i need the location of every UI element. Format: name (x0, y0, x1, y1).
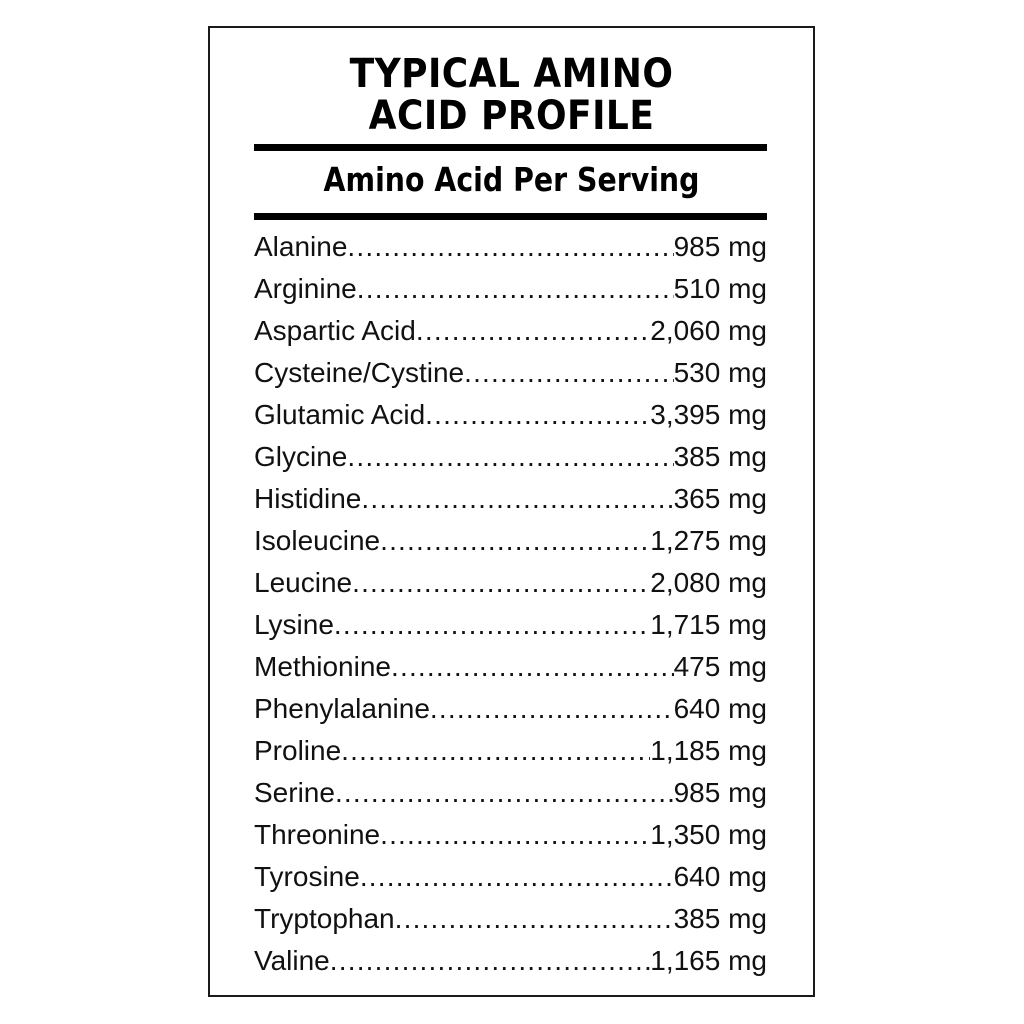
amino-acid-amount: 1,350 mg (650, 819, 767, 850)
amino-acid-amount: 1,715 mg (650, 609, 767, 640)
dot-leader (330, 940, 650, 982)
list-item (254, 226, 767, 268)
dot-leader (416, 310, 650, 352)
amino-acid-amount: 2,080 mg (650, 567, 767, 598)
list-item (254, 814, 767, 856)
amino-acid-name: Lysine (254, 609, 334, 640)
amino-acid-amount: 1,185 mg (650, 735, 767, 766)
list-item (254, 352, 767, 394)
list-item (254, 856, 767, 898)
list-item (254, 898, 767, 940)
amino-acid-name: Aspartic Acid (254, 315, 416, 346)
amino-acid-name: Leucine (254, 567, 353, 598)
dot-leader (360, 856, 674, 898)
dot-leader (347, 436, 673, 478)
amino-acid-list (254, 226, 767, 982)
list-item (254, 772, 767, 814)
amino-acid-amount: 385 mg (673, 903, 767, 934)
dot-leader (430, 688, 674, 730)
amino-acid-amount: 510 mg (673, 273, 767, 304)
header-divider (254, 213, 767, 220)
amino-acid-name: Tryptophan (254, 903, 395, 934)
amino-acid-amount: 2,060 mg (650, 315, 767, 346)
amino-acid-amount: 640 mg (673, 861, 767, 892)
dot-leader (357, 268, 674, 310)
dot-leader (361, 478, 673, 520)
amino-acid-name: Valine (254, 945, 330, 976)
top-divider (254, 144, 767, 151)
amino-acid-name: Arginine (254, 273, 357, 304)
amino-acid-name: Phenylalanine (254, 693, 430, 724)
amino-acid-amount: 1,165 mg (650, 945, 767, 976)
dot-leader (380, 814, 650, 856)
list-item (254, 688, 767, 730)
list-item (254, 646, 767, 688)
amino-acid-name: Isoleucine (254, 525, 381, 556)
amino-acid-name: Tyrosine (254, 861, 360, 892)
dot-leader (334, 604, 650, 646)
amino-acid-name: Threonine (254, 819, 381, 850)
amino-acid-amount: 985 mg (673, 231, 767, 262)
list-item (254, 562, 767, 604)
amino-acid-amount: 385 mg (673, 441, 767, 472)
dot-leader (335, 772, 674, 814)
dot-leader (464, 352, 674, 394)
dot-leader (347, 226, 673, 268)
amino-acid-amount: 985 mg (673, 777, 767, 808)
amino-acid-name: Glutamic Acid (254, 399, 426, 430)
amino-acid-name: Serine (254, 777, 335, 808)
column-header: Amino Acid Per Serving (323, 160, 700, 199)
dot-leader (425, 394, 650, 436)
amino-acid-amount: 640 mg (673, 693, 767, 724)
amino-acid-amount: 475 mg (673, 651, 767, 682)
amino-acid-name: Cysteine/Cystine (254, 357, 465, 388)
list-item (254, 436, 767, 478)
amino-acid-name: Histidine (254, 483, 362, 514)
amino-acid-name: Glycine (254, 441, 348, 472)
list-item (254, 478, 767, 520)
dot-leader (391, 646, 674, 688)
title-line-1: TYPICAL AMINO (349, 51, 674, 97)
dot-leader (395, 898, 674, 940)
list-item (254, 730, 767, 772)
amino-acid-amount: 365 mg (673, 483, 767, 514)
amino-acid-name: Proline (254, 735, 342, 766)
amino-acid-profile-panel (208, 26, 815, 997)
amino-acid-amount: 3,395 mg (650, 399, 767, 430)
amino-acid-name: Alanine (254, 231, 348, 262)
list-item (254, 310, 767, 352)
dot-leader (380, 520, 650, 562)
list-item (254, 520, 767, 562)
amino-acid-name: Methionine (254, 651, 391, 682)
list-item (254, 940, 767, 982)
dot-leader (341, 730, 650, 772)
amino-acid-amount: 530 mg (673, 357, 767, 388)
list-item (254, 268, 767, 310)
list-item (254, 394, 767, 436)
dot-leader (352, 562, 650, 604)
title-line-2: ACID PROFILE (368, 93, 655, 139)
list-item (254, 604, 767, 646)
amino-acid-amount: 1,275 mg (650, 525, 767, 556)
